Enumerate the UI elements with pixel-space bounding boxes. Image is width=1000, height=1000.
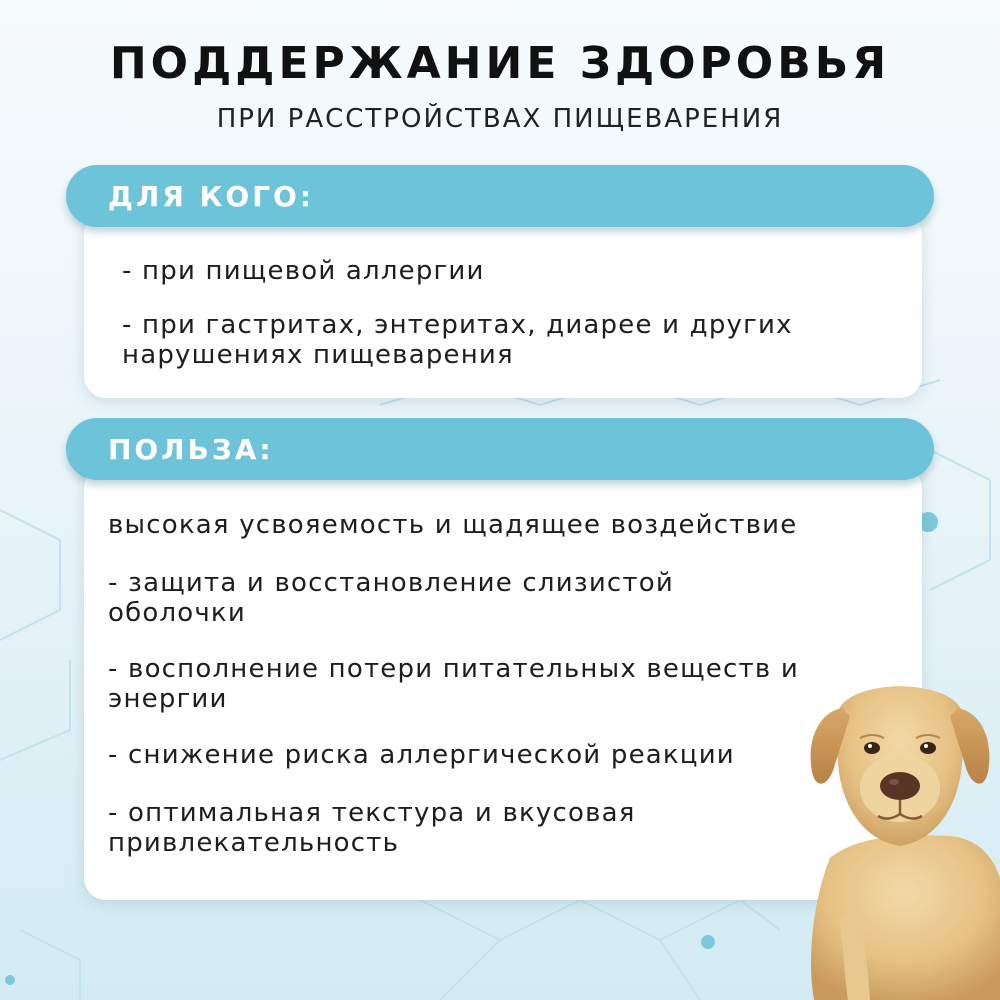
benefit-section-header: [66, 418, 934, 480]
who-item-digestion: - при гастритах, энтеритах, диарее и других нарушениях пищеварения: [122, 310, 793, 370]
benefit-item-nutrients: - восполнение потери питательных веществ и энергии: [108, 654, 799, 714]
benefit-card: [84, 466, 922, 900]
who-card: [84, 212, 922, 398]
page-subtitle: ПРИ РАССТРОЙСТВАХ ПИЩЕВАРЕНИЯ: [216, 104, 784, 134]
benefit-section-label: ПОЛЬЗА:: [108, 433, 274, 466]
who-section-header: [66, 165, 934, 227]
benefit-item-texture: - оптимальная текстура и вкусовая привлекательность: [108, 798, 636, 858]
who-section-label: ДЛЯ КОГО:: [108, 180, 315, 213]
benefit-item-allergy-risk: - снижение риска аллергической реакции: [108, 740, 735, 770]
benefit-item-mucosa: - защита и восстановление слизистой оболочки: [108, 568, 674, 628]
page-title: ПОДДЕРЖАНИЕ ЗДОРОВЬЯ: [109, 38, 891, 89]
benefit-item-digestibility: высокая усвояемость и щадящее воздействие: [108, 510, 798, 540]
who-item-allergy: - при пищевой аллергии: [122, 256, 485, 286]
labrador-dog-image: [800, 668, 1000, 1000]
